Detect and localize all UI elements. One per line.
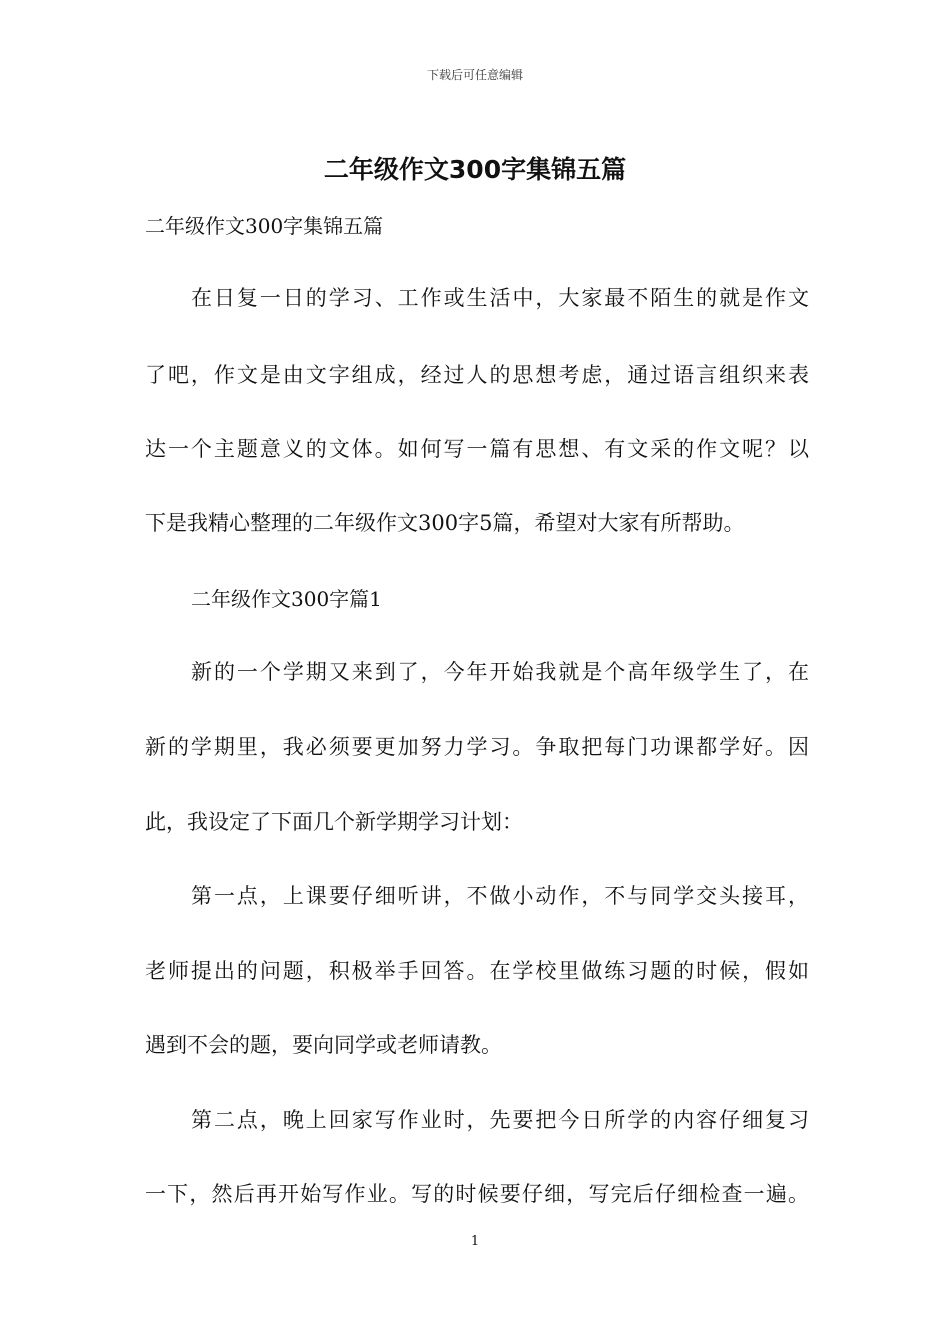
document-title: 二年级作文300字集锦五篇 bbox=[323, 155, 627, 184]
text-line: 一下，然后再开始写作业。写的时候要仔细，写完后仔细检查一遍。 bbox=[145, 1182, 809, 1206]
text-line: 下是我精心整理的二年级作文300字5篇，希望对大家有所帮助。 bbox=[145, 511, 745, 535]
header-note: 下载后可任意编辑 bbox=[426, 68, 523, 82]
page-number: 1 bbox=[470, 1234, 480, 1249]
document-subtitle: 二年级作文300字集锦五篇 bbox=[145, 214, 384, 238]
text-line: 新的学期里，我必须要更加努力学习。争取把每门功课都学好。因 bbox=[145, 735, 809, 759]
text-line: 新的一个学期又来到了，今年开始我就是个高年级学生了，在 bbox=[191, 660, 809, 684]
text-line: 遇到不会的题，要向同学或老师请教。 bbox=[145, 1033, 502, 1057]
text-line: 达一个主题意义的文体。如何写一篇有思想、有文采的作文呢？以 bbox=[145, 437, 809, 461]
section-heading: 二年级作文300字篇1 bbox=[191, 587, 382, 611]
text-line: 了吧，作文是由文字组成，经过人的思想考虑，通过语言组织来表 bbox=[145, 363, 809, 387]
text-line: 老师提出的问题，积极举手回答。在学校里做练习题的时候，假如 bbox=[145, 959, 809, 983]
text-line: 此，我设定了下面几个新学期学习计划： bbox=[145, 810, 523, 834]
text-line: 第二点，晚上回家写作业时，先要把今日所学的内容仔细复习 bbox=[191, 1108, 809, 1132]
text-line: 第一点，上课要仔细听讲，不做小动作，不与同学交头接耳， bbox=[191, 884, 809, 908]
text-line: 在日复一日的学习、工作或生活中，大家最不陌生的就是作文 bbox=[191, 286, 809, 310]
